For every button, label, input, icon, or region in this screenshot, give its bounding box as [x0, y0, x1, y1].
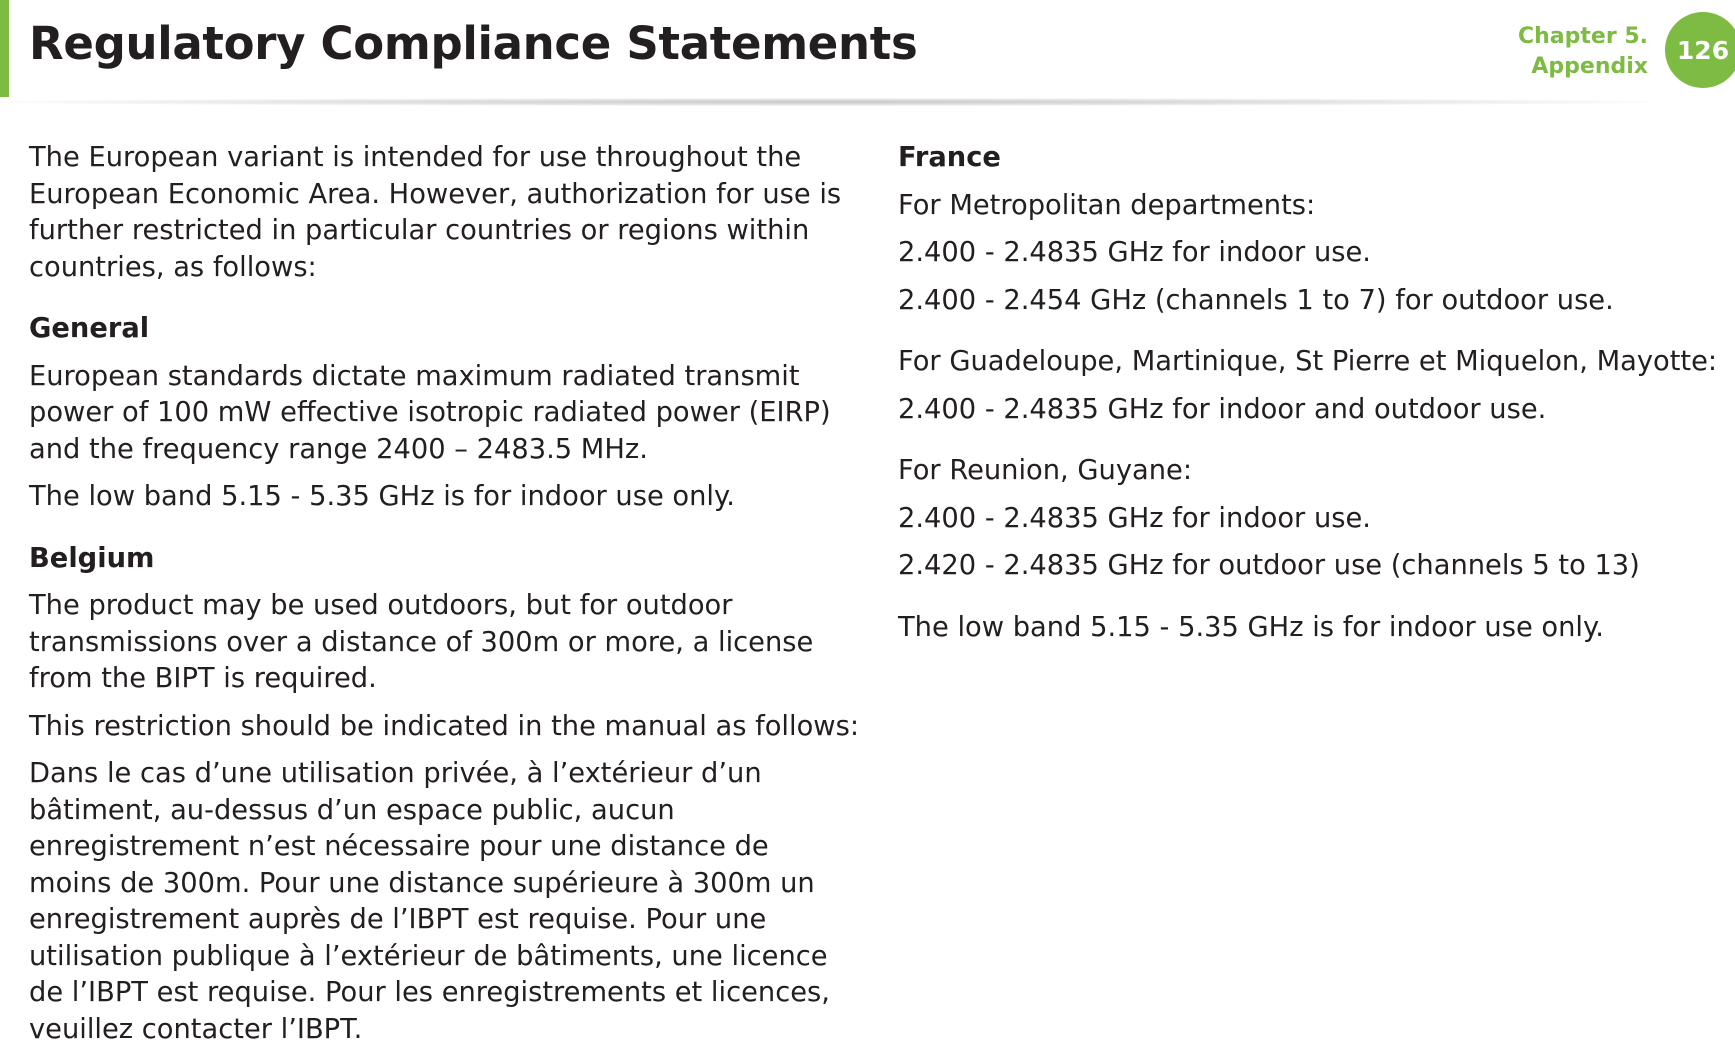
belgium-heading: Belgium: [29, 542, 155, 574]
chapter-section: Appendix: [1531, 54, 1648, 79]
right-column: [898, 140, 1718, 657]
france-guadeloupe-label: For Guadeloupe, Martinique, St Pierre et Miquelon, Mayotte:: [898, 346, 1718, 377]
france-metro-label: For Metropolitan departments:: [898, 189, 1316, 221]
france-metro-outdoor: 2.400 - 2.454 GHz (channels 1 to 7) for outdoor use.: [898, 284, 1614, 316]
intro-paragraph: The European variant is intended for use throughout the European Economic Area. However, authorization for use is further restricted in particular countries or regions within countries, as follows:: [29, 142, 842, 283]
left-column: [29, 140, 859, 1059]
france-low-band: The low band 5.15 - 5.35 GHz is for indoor use only.: [898, 611, 1604, 643]
general-heading: General: [29, 313, 150, 344]
general-low-band: The low band 5.15 - 5.35 GHz is for indoor use only.: [29, 481, 735, 512]
chapter-number: Chapter 5.: [1517, 24, 1648, 49]
chapter-label: [1518, 22, 1648, 82]
france-guadeloupe-use: 2.400 - 2.4835 GHz for indoor and outdoor use.: [898, 393, 1547, 425]
france-reunion-indoor: 2.400 - 2.4835 GHz for indoor use.: [898, 502, 1371, 534]
page-title: Regulatory Compliance Statements: [29, 17, 918, 70]
header-accent-bar: [0, 0, 9, 97]
france-reunion-outdoor: 2.420 - 2.4835 GHz for outdoor use (channels 5 to 13): [898, 550, 1640, 581]
general-paragraph: European standards dictate maximum radiated transmit power of 100 mW effective isotropic radiated power (EIRP) and the frequency range 2400 – 2483.5 MHz.: [29, 360, 831, 465]
france-metro-indoor: 2.400 - 2.4835 GHz for indoor use.: [898, 237, 1371, 268]
france-reunion-label: For Reunion, Guyane:: [898, 455, 1193, 486]
header-divider: [9, 98, 1649, 106]
belgium-restriction: This restriction should be indicated in the manual as follows:: [29, 710, 860, 742]
belgium-french-text: Dans le cas d’une utilisation privée, à l’extérieur d’un bâtiment, au-dessus d’un espace public, aucun enregistrement n’est nécessaire pour une distance de moins de 300m. Pour une distance supérieure à 300m un enregistrement auprès de l’IBPT est requise. Pour une utilisation publique à l’extérieur de bâtiments, une licence de l’IBPT est requise. Pour les enregistrements et licences, veuillez contacter l’IBPT.: [29, 758, 830, 1045]
belgium-paragraph: The product may be used outdoors, but for outdoor transmissions over a distance of 300m or more, a license from the BIPT is required.: [29, 590, 814, 694]
france-heading: France: [898, 142, 1001, 173]
page-number-badge: 126: [1665, 12, 1735, 88]
